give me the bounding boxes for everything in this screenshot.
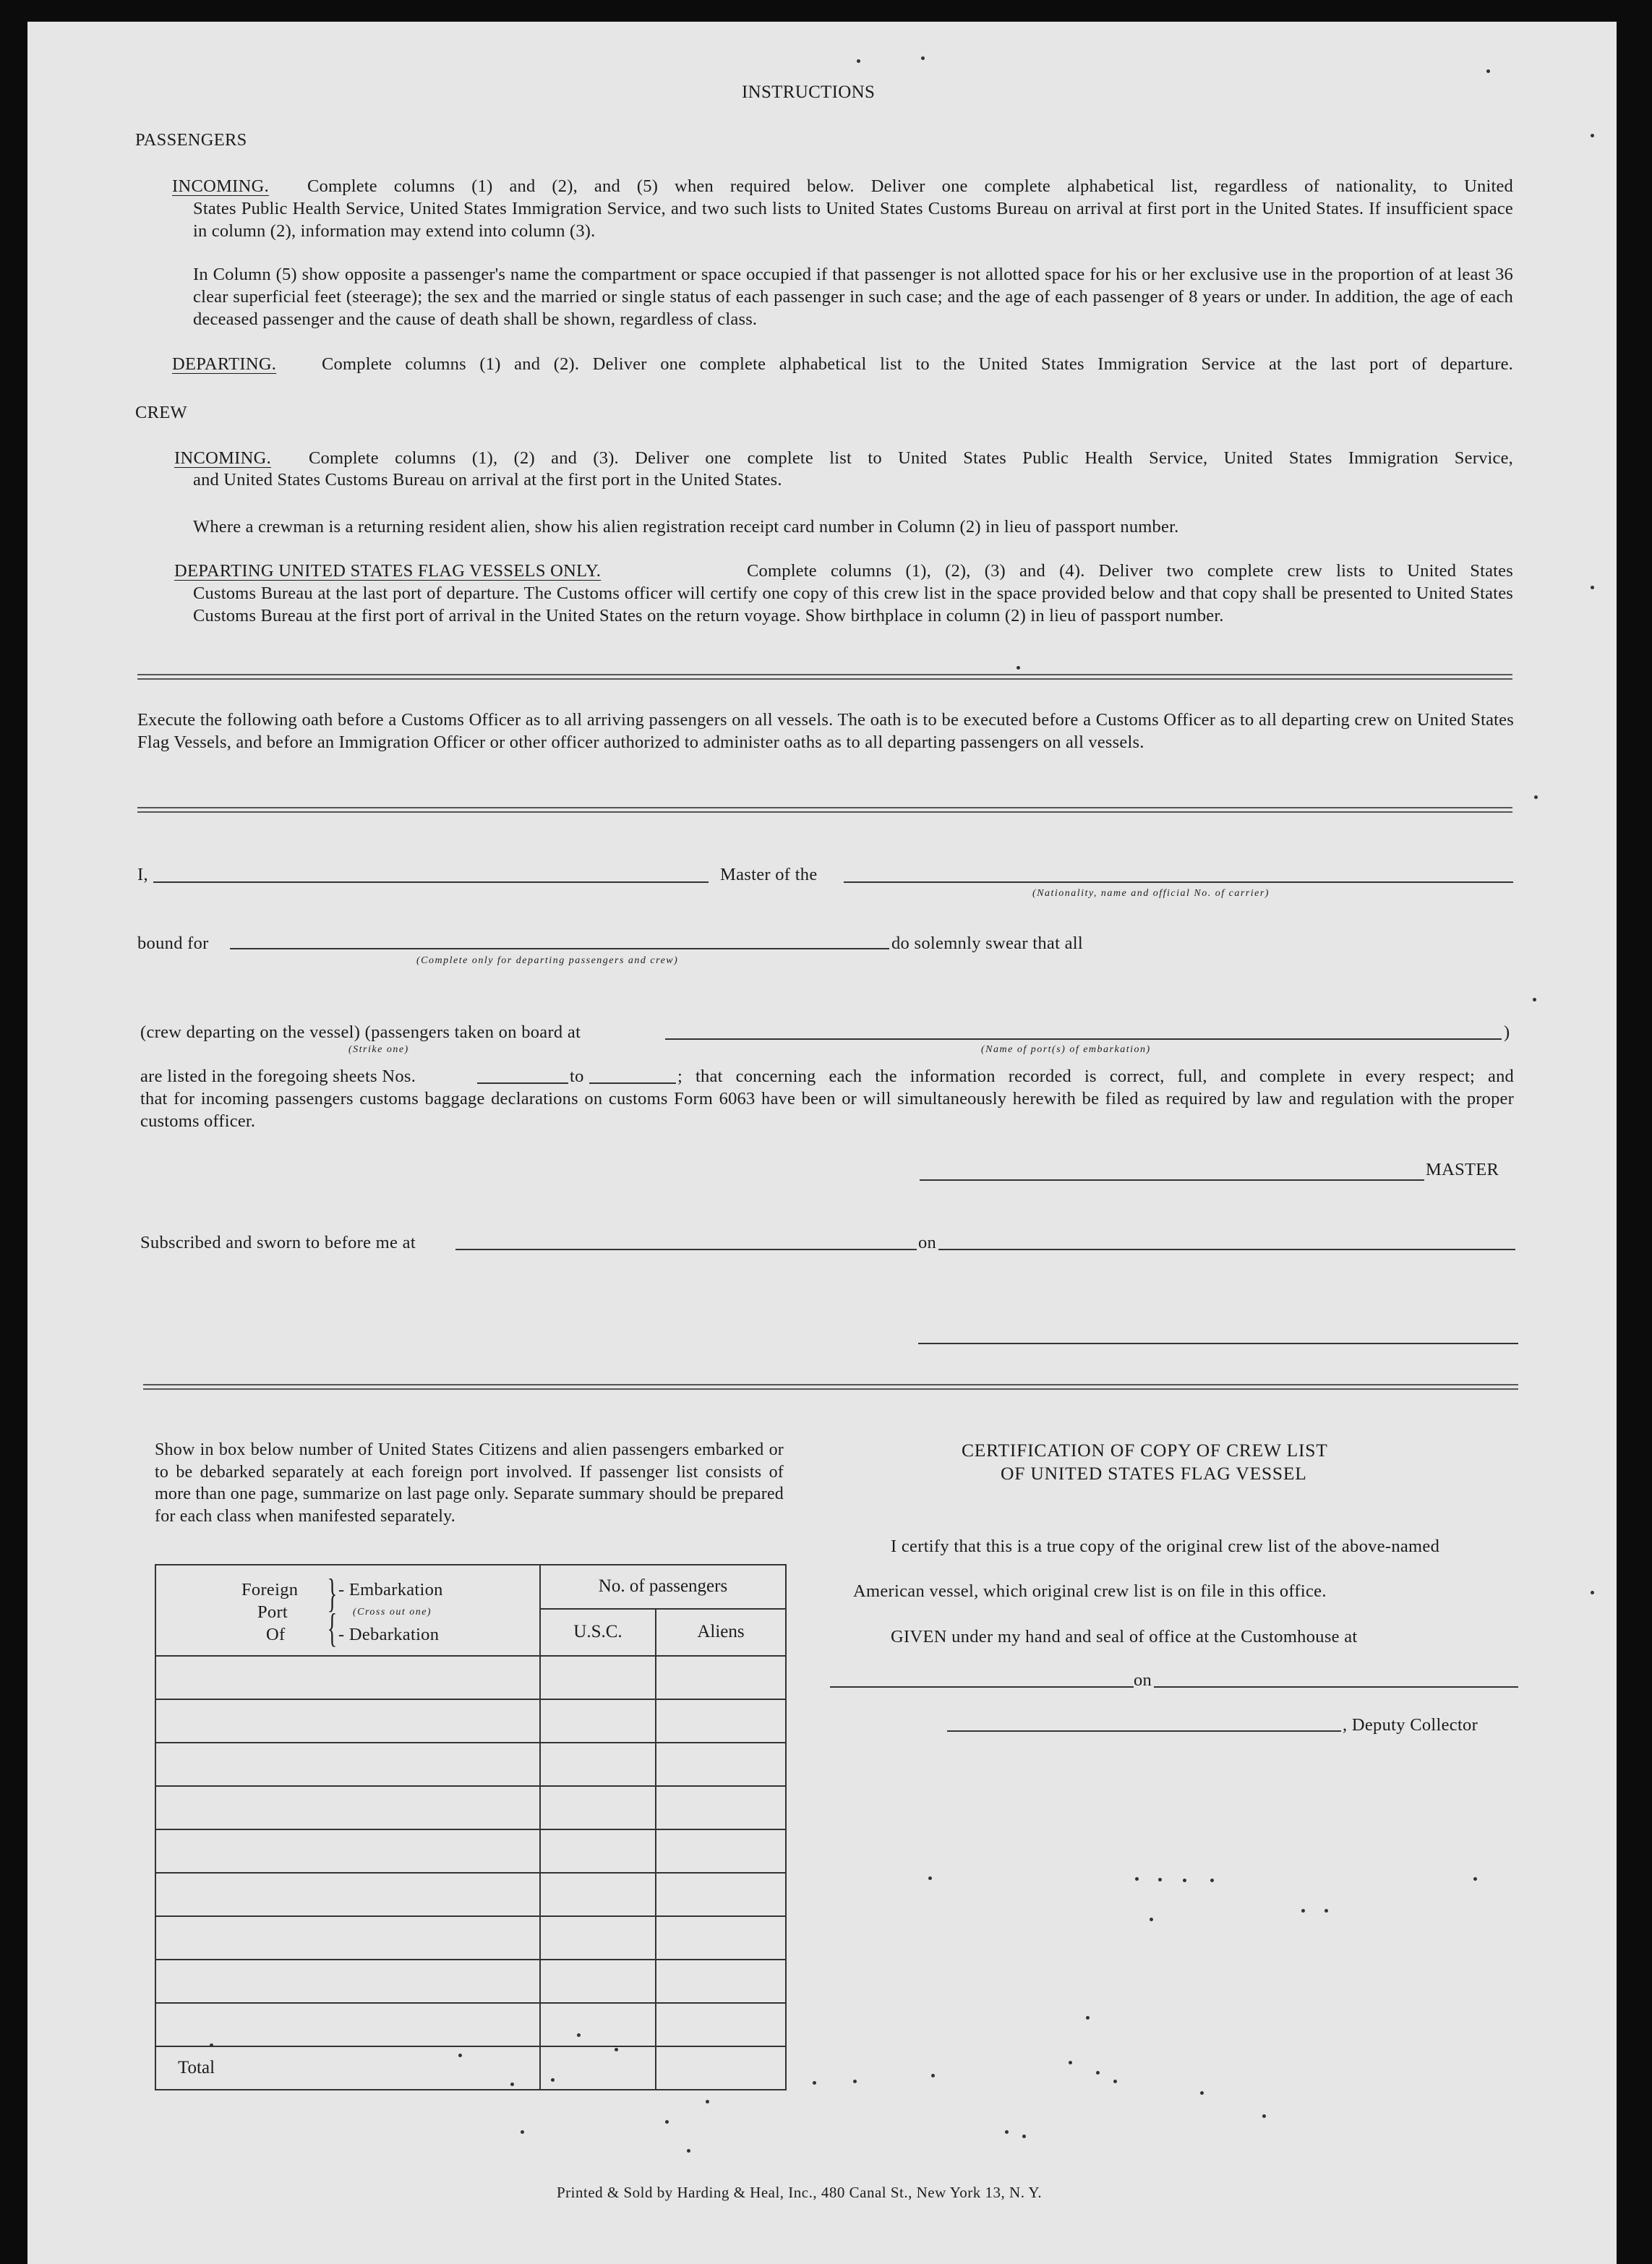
summary-instructions: Show in box below number of United States Citizens and alien passengers embarked or to be debarked separately at each foreign port involved. If passenger list consists of more than one page, summarize on last page only. Separate summary should be prepared for each class when manifested separately. [155, 1440, 784, 1526]
scan-speck [1183, 1879, 1186, 1882]
table-row [155, 1786, 786, 1829]
close-paren: ) [1504, 1022, 1510, 1042]
scan-speck [813, 2081, 816, 2085]
scan-speck [1096, 2071, 1100, 2075]
scan-speck [1135, 1877, 1139, 1881]
usc-cell[interactable] [540, 1699, 656, 1743]
passengers-incoming-label: INCOMING. [172, 176, 270, 196]
master-name-field[interactable] [153, 881, 709, 883]
scan-speck [687, 2149, 690, 2153]
instructions-title: INSTRUCTIONS [742, 82, 876, 102]
debarkation-option[interactable]: - Debarkation [338, 1625, 440, 1644]
aliens-cell[interactable] [656, 1873, 786, 1916]
subscribed-at-field[interactable] [455, 1249, 917, 1250]
scan-speck [1069, 2061, 1072, 2064]
scan-speck [853, 2080, 857, 2083]
aliens-cell[interactable] [656, 1786, 786, 1829]
bound-for-field[interactable] [230, 948, 889, 949]
scan-speck [1262, 2114, 1266, 2118]
port-cell[interactable] [155, 1699, 540, 1743]
brace-glyph: { [327, 1606, 338, 1651]
scan-speck [458, 2054, 462, 2057]
embarkation-ports-field[interactable] [665, 1038, 1502, 1040]
total-label: Total [155, 2046, 540, 2090]
no-passengers-header: No. of passengers [540, 1565, 786, 1609]
scan-speck [928, 1876, 932, 1880]
certification-date-field[interactable] [1154, 1686, 1518, 1688]
foreign-label: Foreign [241, 1580, 299, 1599]
scan-speck [1158, 1878, 1162, 1881]
passengers-departing-label: DEPARTING. [172, 354, 277, 374]
crew-flag-vessels-text: Customs Bureau at the last port of departure. The Customs officer will certify one copy of this crew list in the space provided below and that copy shall be presented to United States Customs Bureau at the first port of arrival in the United States on the return voyage. Show birthplace in column (2) in lieu of passport number. [193, 584, 1513, 625]
table-row [155, 1699, 786, 1743]
usc-cell[interactable] [540, 1873, 656, 1916]
master-signature-field[interactable] [920, 1179, 1424, 1181]
aliens-cell[interactable] [656, 1916, 786, 1960]
port-cell[interactable] [155, 1656, 540, 1699]
total-row [155, 2046, 786, 2090]
scan-speck [1113, 2080, 1117, 2083]
scan-speck [921, 56, 925, 60]
scan-speck [210, 2043, 213, 2047]
port-cell[interactable] [155, 1916, 540, 1960]
scan-speck [577, 2033, 581, 2037]
total-usc-cell[interactable] [540, 2046, 656, 2090]
scan-speck [706, 2100, 709, 2103]
usc-cell[interactable] [540, 1916, 656, 1960]
crew-incoming-text: and United States Customs Bureau on arrival at the first port in the United States. [193, 470, 782, 490]
officer-signature-field[interactable] [918, 1343, 1518, 1344]
foreign-port-header [155, 1565, 540, 1656]
scan-speck [1591, 1591, 1594, 1594]
section-divider [137, 807, 1512, 813]
aliens-cell[interactable] [656, 2003, 786, 2046]
subscribed-on-label: on [918, 1233, 937, 1252]
table-row [155, 1743, 786, 1786]
table-row [155, 1873, 786, 1916]
aliens-header: Aliens [656, 1609, 786, 1656]
scan-speck [1533, 998, 1536, 1001]
sheet-from-field[interactable] [477, 1082, 568, 1084]
passenger-summary-table [155, 1564, 787, 2090]
usc-cell[interactable] [540, 2003, 656, 2046]
crew-heading: CREW [135, 403, 187, 422]
bound-for-note: (Complete only for departing passengers and crew) [416, 955, 679, 966]
ports-note: (Name of port(s) of embarkation) [981, 1044, 1151, 1055]
section-divider [143, 1384, 1518, 1390]
certification-title-line2: OF UNITED STATES FLAG VESSEL [1001, 1463, 1307, 1484]
subscribed-label: Subscribed and sworn to before me at [140, 1233, 416, 1252]
port-label: Port [257, 1602, 288, 1622]
certification-on-label: on [1134, 1670, 1152, 1690]
scan-speck [1301, 1909, 1305, 1913]
scan-speck [1324, 1909, 1328, 1913]
table-row [155, 2003, 786, 2046]
scan-speck [1486, 69, 1490, 73]
master-of-the-label: Master of the [720, 865, 818, 884]
master-label: MASTER [1426, 1160, 1499, 1179]
passengers-incoming-text: States Public Health Service, United States Immigration Service, and two such lists to United States Customs Bureau on arrival at first port in the United States. If insufficient space in column (2), information may extend into column (3). [193, 199, 1513, 241]
scan-speck [615, 2048, 618, 2051]
table-row [155, 1829, 786, 1873]
aliens-cell[interactable] [656, 1743, 786, 1786]
brace-glyph: } [327, 1571, 338, 1616]
port-cell[interactable] [155, 1829, 540, 1873]
sheets-suffix: ; that concerning each the information recorded is correct, full, and complete in every respect; and [677, 1067, 1514, 1086]
usc-cell[interactable] [540, 1786, 656, 1829]
embarkation-option[interactable]: - Embarkation [338, 1580, 443, 1599]
aliens-cell[interactable] [656, 1656, 786, 1699]
oath-i-label: I, [137, 865, 148, 884]
scan-speck [551, 2078, 555, 2082]
usc-header: U.S.C. [540, 1609, 656, 1656]
crew-incoming-label: INCOMING. [174, 448, 272, 468]
scan-speck [665, 2120, 669, 2124]
scan-speck [857, 59, 860, 63]
aliens-cell[interactable] [656, 1699, 786, 1743]
subscribed-date-field[interactable] [938, 1249, 1515, 1250]
deputy-collector-label: , Deputy Collector [1343, 1715, 1478, 1735]
scan-speck [1210, 1879, 1214, 1882]
total-aliens-cell[interactable] [656, 2046, 786, 2090]
port-cell[interactable] [155, 1786, 540, 1829]
given-text: GIVEN under my hand and seal of office at the Customhouse at [891, 1627, 1358, 1646]
crew-resident-alien-text: Where a crewman is a returning resident alien, show his alien registration receipt card number in Column (2) in lieu of passport number. [193, 517, 1179, 537]
scan-speck [1473, 1877, 1477, 1881]
passengers-column5-text: In Column (5) show opposite a passenger's name the compartment or space occupied if that passenger is not allotted space for his or her exclusive use in the proportion of at least 36 clear superficial feet (steerage); the sex and the married or single status of each passenger in such case; and the age of each passenger of 8 years or under. In addition, the age of each deceased passenger and the cause of death shall be shown, regardless of class. [193, 265, 1513, 329]
crew-flag-line1: Complete columns (1), (2), (3) and (4). Deliver two complete crew lists to United States [747, 561, 1513, 581]
crew-flag-vessels-label: DEPARTING UNITED STATES FLAG VESSELS ONLY. [174, 561, 602, 581]
scan-speck [1022, 2135, 1026, 2138]
passengers-heading: PASSENGERS [135, 130, 247, 150]
solemnly-swear-text: do solemnly swear that all [891, 934, 1083, 953]
scan-speck [510, 2083, 514, 2086]
port-cell[interactable] [155, 1960, 540, 2003]
cross-out-note: (Cross out one) [353, 1607, 432, 1618]
carrier-field[interactable] [844, 881, 1513, 883]
certification-title-line1: CERTIFICATION OF COPY OF CREW LIST [962, 1440, 1328, 1461]
oath-intro: Execute the following oath before a Customs Officer as to all arriving passengers on all vessels. The oath is to be executed before a Customs Officer as to all departing crew on United States Flag Vessels, and before an Immigration Officer or other officer authorized to administer oaths as to all departing passengers on all vessels. [137, 710, 1514, 752]
deputy-collector-signature-field[interactable] [947, 1730, 1341, 1732]
table-row [155, 1916, 786, 1960]
passengers-departing-text: Complete columns (1) and (2). Deliver one complete alphabetical list to the United States Immigration Service at the last port of departure. [322, 354, 1513, 374]
usc-cell[interactable] [540, 1743, 656, 1786]
port-cell[interactable] [155, 2003, 540, 2046]
sheets-prefix: are listed in the foregoing sheets Nos. [140, 1067, 416, 1086]
scan-speck [1017, 666, 1020, 670]
usc-cell[interactable] [540, 1829, 656, 1873]
strike-one-note: (Strike one) [348, 1044, 409, 1055]
aliens-cell[interactable] [656, 1829, 786, 1873]
sheet-to-field[interactable] [589, 1082, 676, 1084]
table-row [155, 1656, 786, 1699]
usc-cell[interactable] [540, 1656, 656, 1699]
oath-baggage-text: that for incoming passengers customs baggage declarations on customs Form 6063 have been or will simultaneously herewith be filed as required by law and regulation with the proper customs officer. [140, 1089, 1514, 1131]
usc-cell[interactable] [540, 1960, 656, 2003]
scan-speck [1150, 1918, 1153, 1921]
sheets-to-label: to [570, 1067, 584, 1086]
bound-for-label: bound for [137, 934, 209, 953]
table-row [155, 1960, 786, 2003]
american-vessel-text: American vessel, which original crew list is on file in this office. [853, 1581, 1327, 1601]
of-label: Of [266, 1625, 286, 1644]
scan-speck [931, 2074, 935, 2077]
scan-speck [521, 2130, 524, 2134]
printer-footer: Printed & Sold by Harding & Heal, Inc., 480 Canal St., New York 13, N. Y. [557, 2184, 1043, 2201]
passengers-incoming-line1: Complete columns (1) and (2), and (5) when required below. Deliver one complete alphabetical list, regardless of nationality, to United [307, 176, 1513, 196]
aliens-cell[interactable] [656, 1960, 786, 2003]
scan-speck [1086, 2016, 1090, 2020]
scan-speck [1534, 795, 1538, 799]
scan-speck [1200, 2091, 1204, 2095]
crew-incoming-line1: Complete columns (1), (2) and (3). Deliver one complete list to United States Public Health Service, United States Immigration Service, [309, 448, 1513, 468]
certify-text: I certify that this is a true copy of the original crew list of the above-named [891, 1537, 1440, 1556]
port-cell[interactable] [155, 1873, 540, 1916]
port-cell[interactable] [155, 1743, 540, 1786]
scan-speck [1005, 2130, 1009, 2134]
scan-speck [1591, 134, 1594, 137]
customhouse-field[interactable] [830, 1686, 1134, 1688]
carrier-note: (Nationality, name and official No. of carrier) [1032, 888, 1270, 899]
crew-departing-text: (crew departing on the vessel) (passengers taken on board at [140, 1022, 581, 1042]
section-divider [137, 674, 1512, 680]
scan-speck [1591, 586, 1594, 589]
